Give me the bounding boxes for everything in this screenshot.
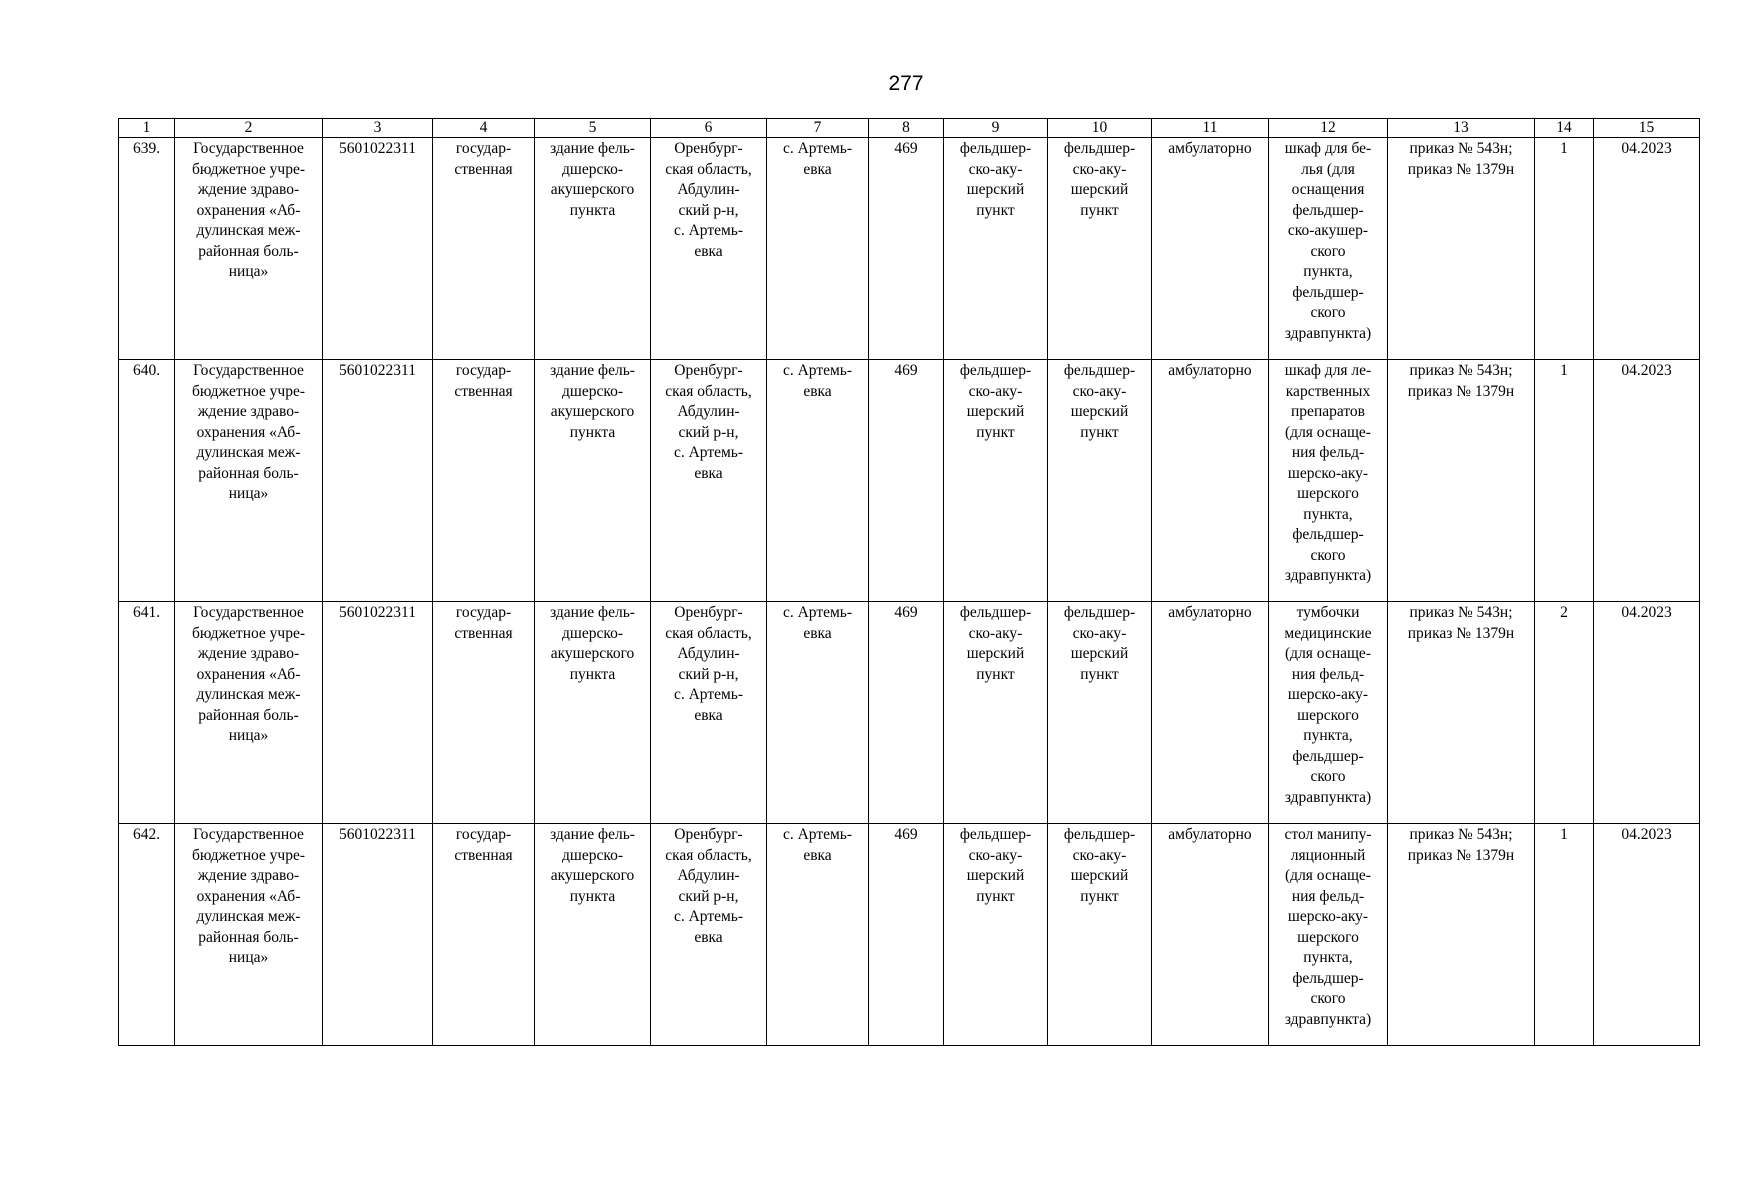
- care-conditions: амбулаторно: [1152, 360, 1269, 602]
- regulation-orders: приказ № 543н; приказ № 1379н: [1388, 824, 1535, 1046]
- inn: 5601022311: [323, 138, 433, 360]
- care-conditions: амбулаторно: [1152, 824, 1269, 1046]
- ownership-form: государ- ственная: [433, 360, 535, 602]
- quantity: 2: [1535, 602, 1594, 824]
- population: 469: [869, 360, 944, 602]
- facility-type: фельдшер- ско-аку- шерский пункт: [944, 824, 1048, 1046]
- date: 04.2023: [1594, 360, 1700, 602]
- column-header: 9: [944, 119, 1048, 138]
- table-row: [119, 138, 1700, 360]
- facility-type: фельдшер- ско-аку- шерский пункт: [944, 602, 1048, 824]
- quantity: 1: [1535, 138, 1594, 360]
- facility-type: фельдшер- ско-аку- шерский пункт: [944, 138, 1048, 360]
- column-header: 12: [1269, 119, 1388, 138]
- regulation-orders: приказ № 543н; приказ № 1379н: [1388, 360, 1535, 602]
- ownership-form: государ- ственная: [433, 602, 535, 824]
- column-header: 1: [119, 119, 175, 138]
- column-header: 6: [651, 119, 767, 138]
- settlement: с. Артемь- евка: [767, 360, 869, 602]
- building-type: здание фель- дшерско- акушерского пункта: [535, 360, 651, 602]
- equipment-name: шкаф для бе- лья (для оснащения фельдшер- ско-акушер- ского пункта, фельдшер- ского здравпункта): [1269, 138, 1388, 360]
- ownership-form: государ- ственная: [433, 138, 535, 360]
- column-header: 2: [175, 119, 323, 138]
- inn: 5601022311: [323, 602, 433, 824]
- row-number: 640.: [119, 360, 175, 602]
- table-header: [119, 119, 1700, 138]
- row-number: 641.: [119, 602, 175, 824]
- population: 469: [869, 138, 944, 360]
- table-body: [119, 138, 1700, 1046]
- care-conditions: амбулаторно: [1152, 138, 1269, 360]
- page-number: 277: [888, 72, 924, 95]
- address: Оренбург- ская область, Абдулин- ский р-н, с. Артемь- евка: [651, 138, 767, 360]
- care-conditions: амбулаторно: [1152, 602, 1269, 824]
- date: 04.2023: [1594, 138, 1700, 360]
- unit-type: фельдшер- ско-аку- шерский пункт: [1048, 360, 1152, 602]
- ownership-form: государ- ственная: [433, 824, 535, 1046]
- unit-type: фельдшер- ско-аку- шерский пункт: [1048, 138, 1152, 360]
- facility-type: фельдшер- ско-аку- шерский пункт: [944, 360, 1048, 602]
- column-header: 13: [1388, 119, 1535, 138]
- column-header: 8: [869, 119, 944, 138]
- equipment-name: стол манипу- ляционный (для оснаще- ния фельд- шерско-аку- шерского пункта, фельдшер- ского здравпункта): [1269, 824, 1388, 1046]
- table-row: [119, 824, 1700, 1046]
- column-header: 11: [1152, 119, 1269, 138]
- column-header: 7: [767, 119, 869, 138]
- column-header: 3: [323, 119, 433, 138]
- regulation-orders: приказ № 543н; приказ № 1379н: [1388, 138, 1535, 360]
- column-header: 15: [1594, 119, 1700, 138]
- inn: 5601022311: [323, 360, 433, 602]
- building-type: здание фель- дшерско- акушерского пункта: [535, 138, 651, 360]
- address: Оренбург- ская область, Абдулин- ский р-н, с. Артемь- евка: [651, 360, 767, 602]
- settlement: с. Артемь- евка: [767, 824, 869, 1046]
- institution-name: Государственное бюджетное учре- ждение здраво- охранения «Аб- дулинская меж- районная боль- ница»: [175, 602, 323, 824]
- population: 469: [869, 824, 944, 1046]
- population: 469: [869, 602, 944, 824]
- column-header: 5: [535, 119, 651, 138]
- date: 04.2023: [1594, 602, 1700, 824]
- table-row: [119, 602, 1700, 824]
- quantity: 1: [1535, 360, 1594, 602]
- table-row: [119, 360, 1700, 602]
- institution-name: Государственное бюджетное учре- ждение здраво- охранения «Аб- дулинская меж- районная боль- ница»: [175, 824, 323, 1046]
- date: 04.2023: [1594, 824, 1700, 1046]
- column-header: 14: [1535, 119, 1594, 138]
- address: Оренбург- ская область, Абдулин- ский р-н, с. Артемь- евка: [651, 602, 767, 824]
- column-number-row: [119, 119, 1700, 138]
- address: Оренбург- ская область, Абдулин- ский р-н, с. Артемь- евка: [651, 824, 767, 1046]
- equipment-name: шкаф для ле- карственных препаратов (для оснаще- ния фельд- шерско-аку- шерского пункта, фельдшер- ского здравпункта): [1269, 360, 1388, 602]
- inn: 5601022311: [323, 824, 433, 1046]
- quantity: 1: [1535, 824, 1594, 1046]
- settlement: с. Артемь- евка: [767, 602, 869, 824]
- institution-name: Государственное бюджетное учре- ждение здраво- охранения «Аб- дулинская меж- районная боль- ница»: [175, 138, 323, 360]
- column-header: 4: [433, 119, 535, 138]
- settlement: с. Артемь- евка: [767, 138, 869, 360]
- row-number: 642.: [119, 824, 175, 1046]
- column-header: 10: [1048, 119, 1152, 138]
- unit-type: фельдшер- ско-аку- шерский пункт: [1048, 602, 1152, 824]
- equipment-name: тумбочки медицинские (для оснаще- ния фельд- шерско-аку- шерского пункта, фельдшер- ского здравпункта): [1269, 602, 1388, 824]
- building-type: здание фель- дшерско- акушерского пункта: [535, 824, 651, 1046]
- institution-name: Государственное бюджетное учре- ждение здраво- охранения «Аб- дулинская меж- районная боль- ница»: [175, 360, 323, 602]
- regulation-orders: приказ № 543н; приказ № 1379н: [1388, 602, 1535, 824]
- registry-table: [118, 118, 1700, 1046]
- building-type: здание фель- дшерско- акушерского пункта: [535, 602, 651, 824]
- unit-type: фельдшер- ско-аку- шерский пункт: [1048, 824, 1152, 1046]
- row-number: 639.: [119, 138, 175, 360]
